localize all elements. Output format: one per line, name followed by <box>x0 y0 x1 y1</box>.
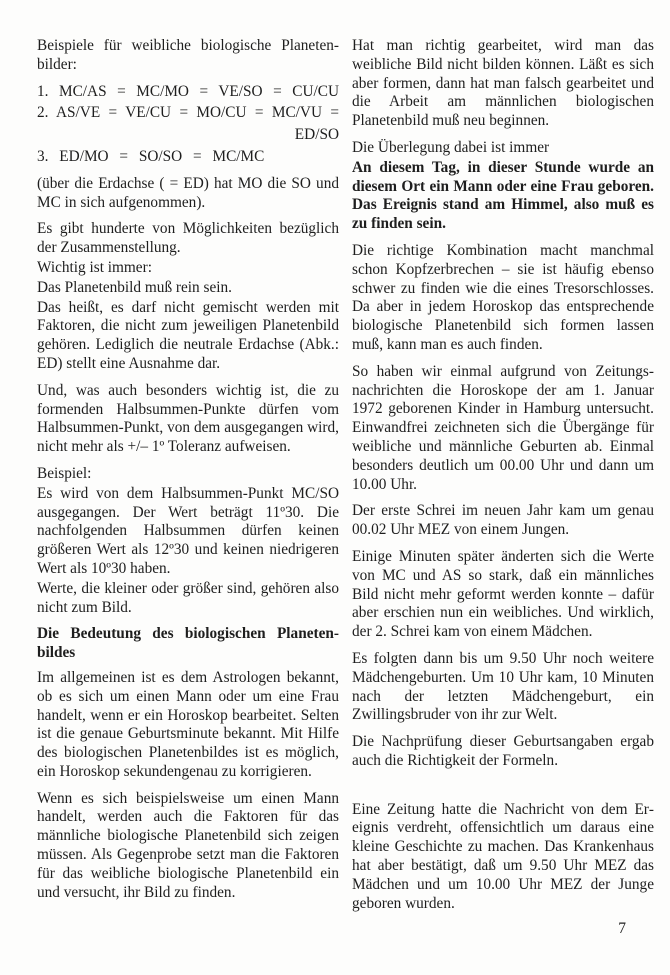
paragraph: Die Nachprüfung dieser Geburtsangaben ergab auch die Richtigkeit der Formeln. <box>352 733 654 769</box>
paragraph: Die Überlegung dabei ist immer <box>352 138 550 156</box>
formula-line-3: 3. ED/MO = SO/SO = MC/MC <box>37 147 265 165</box>
emphasized-paragraph: An diesem Tag, in dieser Stunde wurde an diesem Ort ein Mann oder eine Frau geboren. Das Ereignis stand am Himmel, also muß es zu finden sein. <box>352 158 654 233</box>
paragraph: Das Planetenbild muß rein sein. <box>37 278 232 296</box>
paragraph: Wichtig ist immer: <box>37 258 152 276</box>
paragraph: Einige Minuten später änderten sich die Werte von MC und AS so stark, daß ein männliches Bild nicht mehr geformt werden konnte – dafür aber erschien nun ein weibliches. Und wirklich, der 2. Schrei kam von einem Mädchen. <box>352 547 654 641</box>
paragraph: Die richtige Kombination macht manchmal schon Kopfzerbrechen – sie ist häufig ebenso schwer zu finden wie die eines Tresorschlosses. Da aber in jedem Horoskop das entsprechende biologische Planetenbild sich formen lassen muß, kann man es auch finden. <box>352 241 654 353</box>
intro-paragraph: Beispiele für weibliche biologische Planetenbilder: <box>37 37 339 73</box>
page-number: 7 <box>618 920 626 937</box>
example-label: Beispiel: <box>37 464 92 482</box>
paragraph: Das heißt, es darf nicht gemischt werden mit Faktoren, die nicht zum jeweiligen Planetenbild gehören. Lediglich die neutrale Erdachse (Abk.: ED) stellt eine Ausnahme dar. <box>37 298 339 372</box>
paragraph: Werte, die kleiner oder größer sind, gehören also nicht zum Bild. <box>37 579 339 616</box>
formula-line-1: 1. MC/AS = MC/MO = VE/SO = CU/CU <box>37 82 339 100</box>
right-column <box>352 37 654 921</box>
paragraph: Hat man richtig gearbeitet, wird man das weibliche Bild nicht bilden können. Läßt es sich aber formen, dann hat man falsch gearbeitet und die Arbeit am männlichen biologischen Planetenbild muß neu beginnen. <box>352 37 654 130</box>
formula-line-2-continuation: ED/SO <box>294 126 339 144</box>
paragraph: Eine Zeitung hatte die Nachricht von dem Ereignis verdreht, offensichtlich um daraus eine kleine Geschichte zu machen. Das Krankenhaus hat aber bestätigt, daß um 9.50 Uhr MEZ das Mädchen und um 10.00 Uhr MEZ der Junge geboren wurden. <box>352 800 654 912</box>
paragraph: Im allgemeinen ist es dem Astrologen bekannt, ob es sich um einen Mann oder um eine Frau handelt, wenn er ein Horoskop bearbeitet. Selten ist die genaue Geburtsminute bekannt. Mit Hilfe des biologischen Planetenbildes ist es möglich, ein Horoskop sekundengenau zu korrigieren. <box>37 668 339 780</box>
formula-note: (über die Erdachse ( = ED) hat MO die SO und MC in sich aufgenommen). <box>37 174 339 211</box>
paragraph: Es folgten dann bis um 9.50 Uhr noch weitere Mädchengeburten. Um 10 Uhr kam, 10 Minuten nach der letzten Mädchengeburt, ein Zwillingsbruder von ihr zur Welt. <box>352 649 654 724</box>
left-column <box>37 37 339 921</box>
formula-line-2: 2. AS/VE = VE/CU = MO/CU = MC/VU = <box>37 104 339 122</box>
section-heading: Die Bedeutung des biologischen Planetenbildes <box>37 625 339 662</box>
paragraph: Es wird von dem Halbsummen-Punkt MC/SO ausgegangen. Der Wert beträgt 11º30. Die nachfolgenden Halbsummen dürfen keinen größeren Wert als 12º30 und keinen niedrigeren Wert als 10º30 haben. <box>37 484 339 577</box>
paragraph: Es gibt hunderte von Möglichkeiten bezüglich der Zusammenstellung. <box>37 220 339 257</box>
paragraph: Der erste Schrei im neuen Jahr kam um genau 00.02 Uhr MEZ von einem Jungen. <box>352 502 654 539</box>
paragraph: Und, was auch besonders wichtig ist, die zu formenden Halbsummen-Punkte dürfen vom Halbsummen-Punkt, von dem ausgegangen wird, nicht mehr als +/– 1º Toleranz aufweisen. <box>37 381 339 456</box>
two-column-layout <box>37 37 653 921</box>
paragraph: So haben wir einmal aufgrund von Zeitungsnachrichten die Horoskope der am 1. Januar 1972 geborenen Kinder in Hamburg untersucht. Einwandfrei zeichneten sich die Übergänge für weibliche und männliche Geburten ab. Einmal besonders deutlich um 00.00 Uhr und dann um 10.00 Uhr. <box>352 362 654 493</box>
paragraph: Wenn es sich beispielsweise um einen Mann handelt, werden auch die Faktoren für das männliche biologische Planetenbild sich zeigen müssen. Als Gegenprobe setzt man die Faktoren für das weibliche biologische Planetenbild ein und versucht, ihr Bild zu finden. <box>37 789 339 901</box>
